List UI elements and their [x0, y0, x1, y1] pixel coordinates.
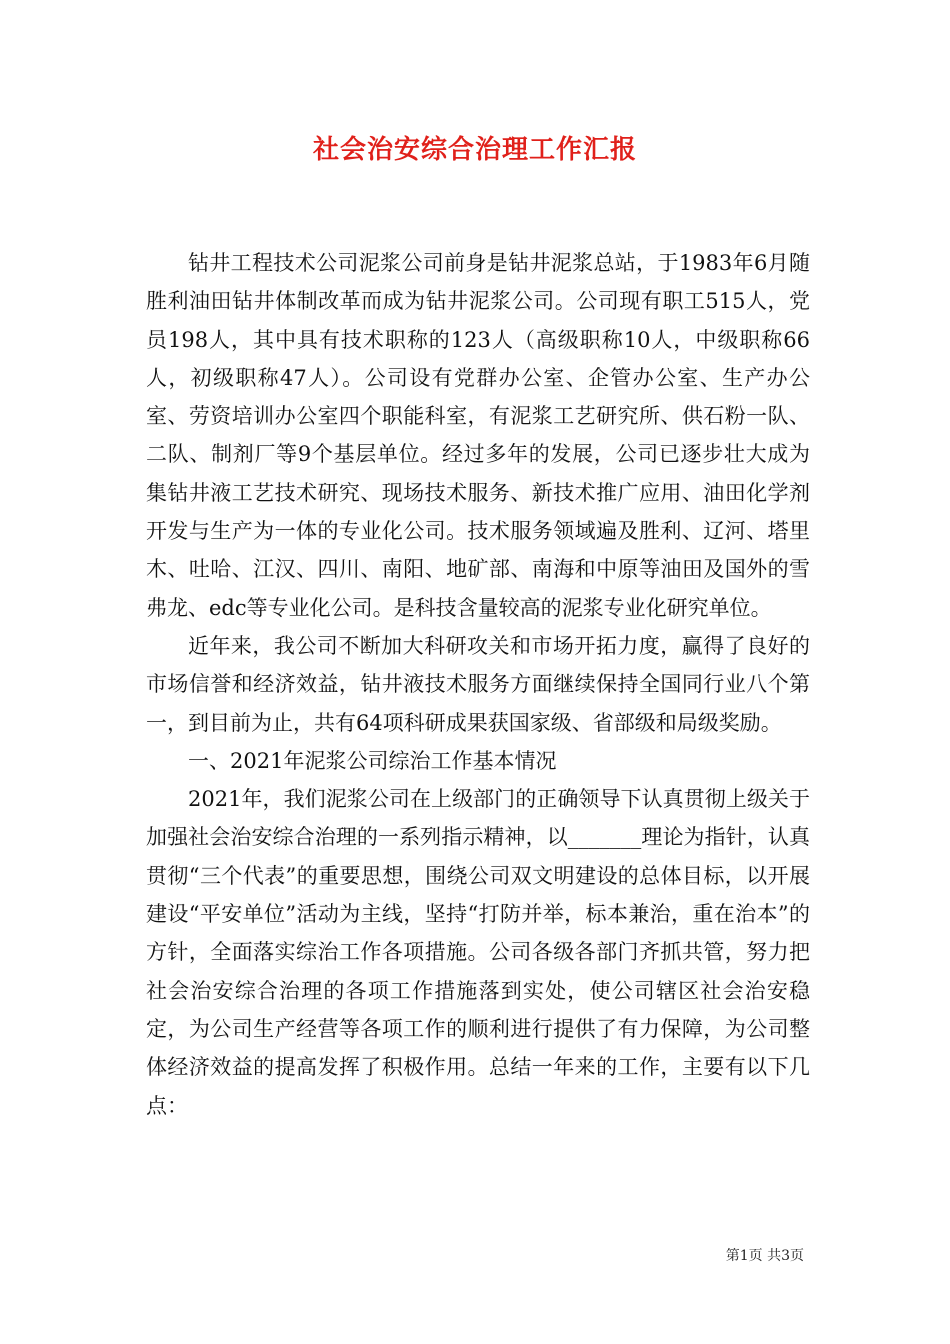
paragraph-2021-work: 2021年，我们泥浆公司在上级部门的正确领导下认真贯彻上级关于加强社会治安综合治理的一系列指示精神，以_______理论为指针，认真贯彻“三个代表”的重要思想，围绕公司双文明建设的总体目标，以开展建设“平安单位”活动为主线，坚持“打防并举，标本兼治，重在治本”的方针，全面落实综治工作各项措施。公司各级各部门齐抓共管，努力把社会治安综合治理的各项工作措施落到实处，使公司辖区社会治安稳定，为公司生产经营等各项工作的顺利进行提供了有力保障，为公司整体经济效益的提高发挥了积极作用。总结一年来的工作，主要有以下几点： — [146, 787, 810, 1118]
page-number: 第1页 共3页 — [725, 1248, 804, 1264]
section-heading-2021: 一、2021年泥浆公司综治工作基本情况 — [188, 748, 557, 773]
paragraph-company-intro: 钻井工程技术公司泥浆公司前身是钻井泥浆总站，于1983年6月随胜利油田钻井体制改革而成为钻井泥浆公司。公司现有职工515人，党员198人，其中具有技术职称的123人（高级职称10人，中级职称66人，初级职称47人）。公司设有党群办公室、企管办公室、生产办公室、劳资培训办公室四个职能科室，有泥浆工艺研究所、供石粉一队、二队、制剂厂等9个基层单位。经过多年的发展，公司已逐步壮大成为集钻井液工艺技术研究、现场技术服务、新技术推广应用、油田化学剂开发与生产为一体的专业化公司。技术服务领域遍及胜利、辽河、塔里木、吐哈、江汉、四川、南阳、地矿部、南海和中原等油田及国外的雪弗龙、edc等专业化公司。是科技含量较高的泥浆专业化研究单位。 — [146, 251, 810, 620]
paragraph-recent-years: 近年来，我公司不断加大科研攻关和市场开拓力度，赢得了良好的市场信誉和经济效益，钻井液技术服务方面继续保持全国同行业八个第一，到目前为止，共有64项科研成果获国家级、省部级和局级奖励。 — [146, 633, 810, 735]
document-title: 社会治安综合治理工作汇报 — [312, 135, 637, 165]
document-body — [146, 244, 810, 1125]
